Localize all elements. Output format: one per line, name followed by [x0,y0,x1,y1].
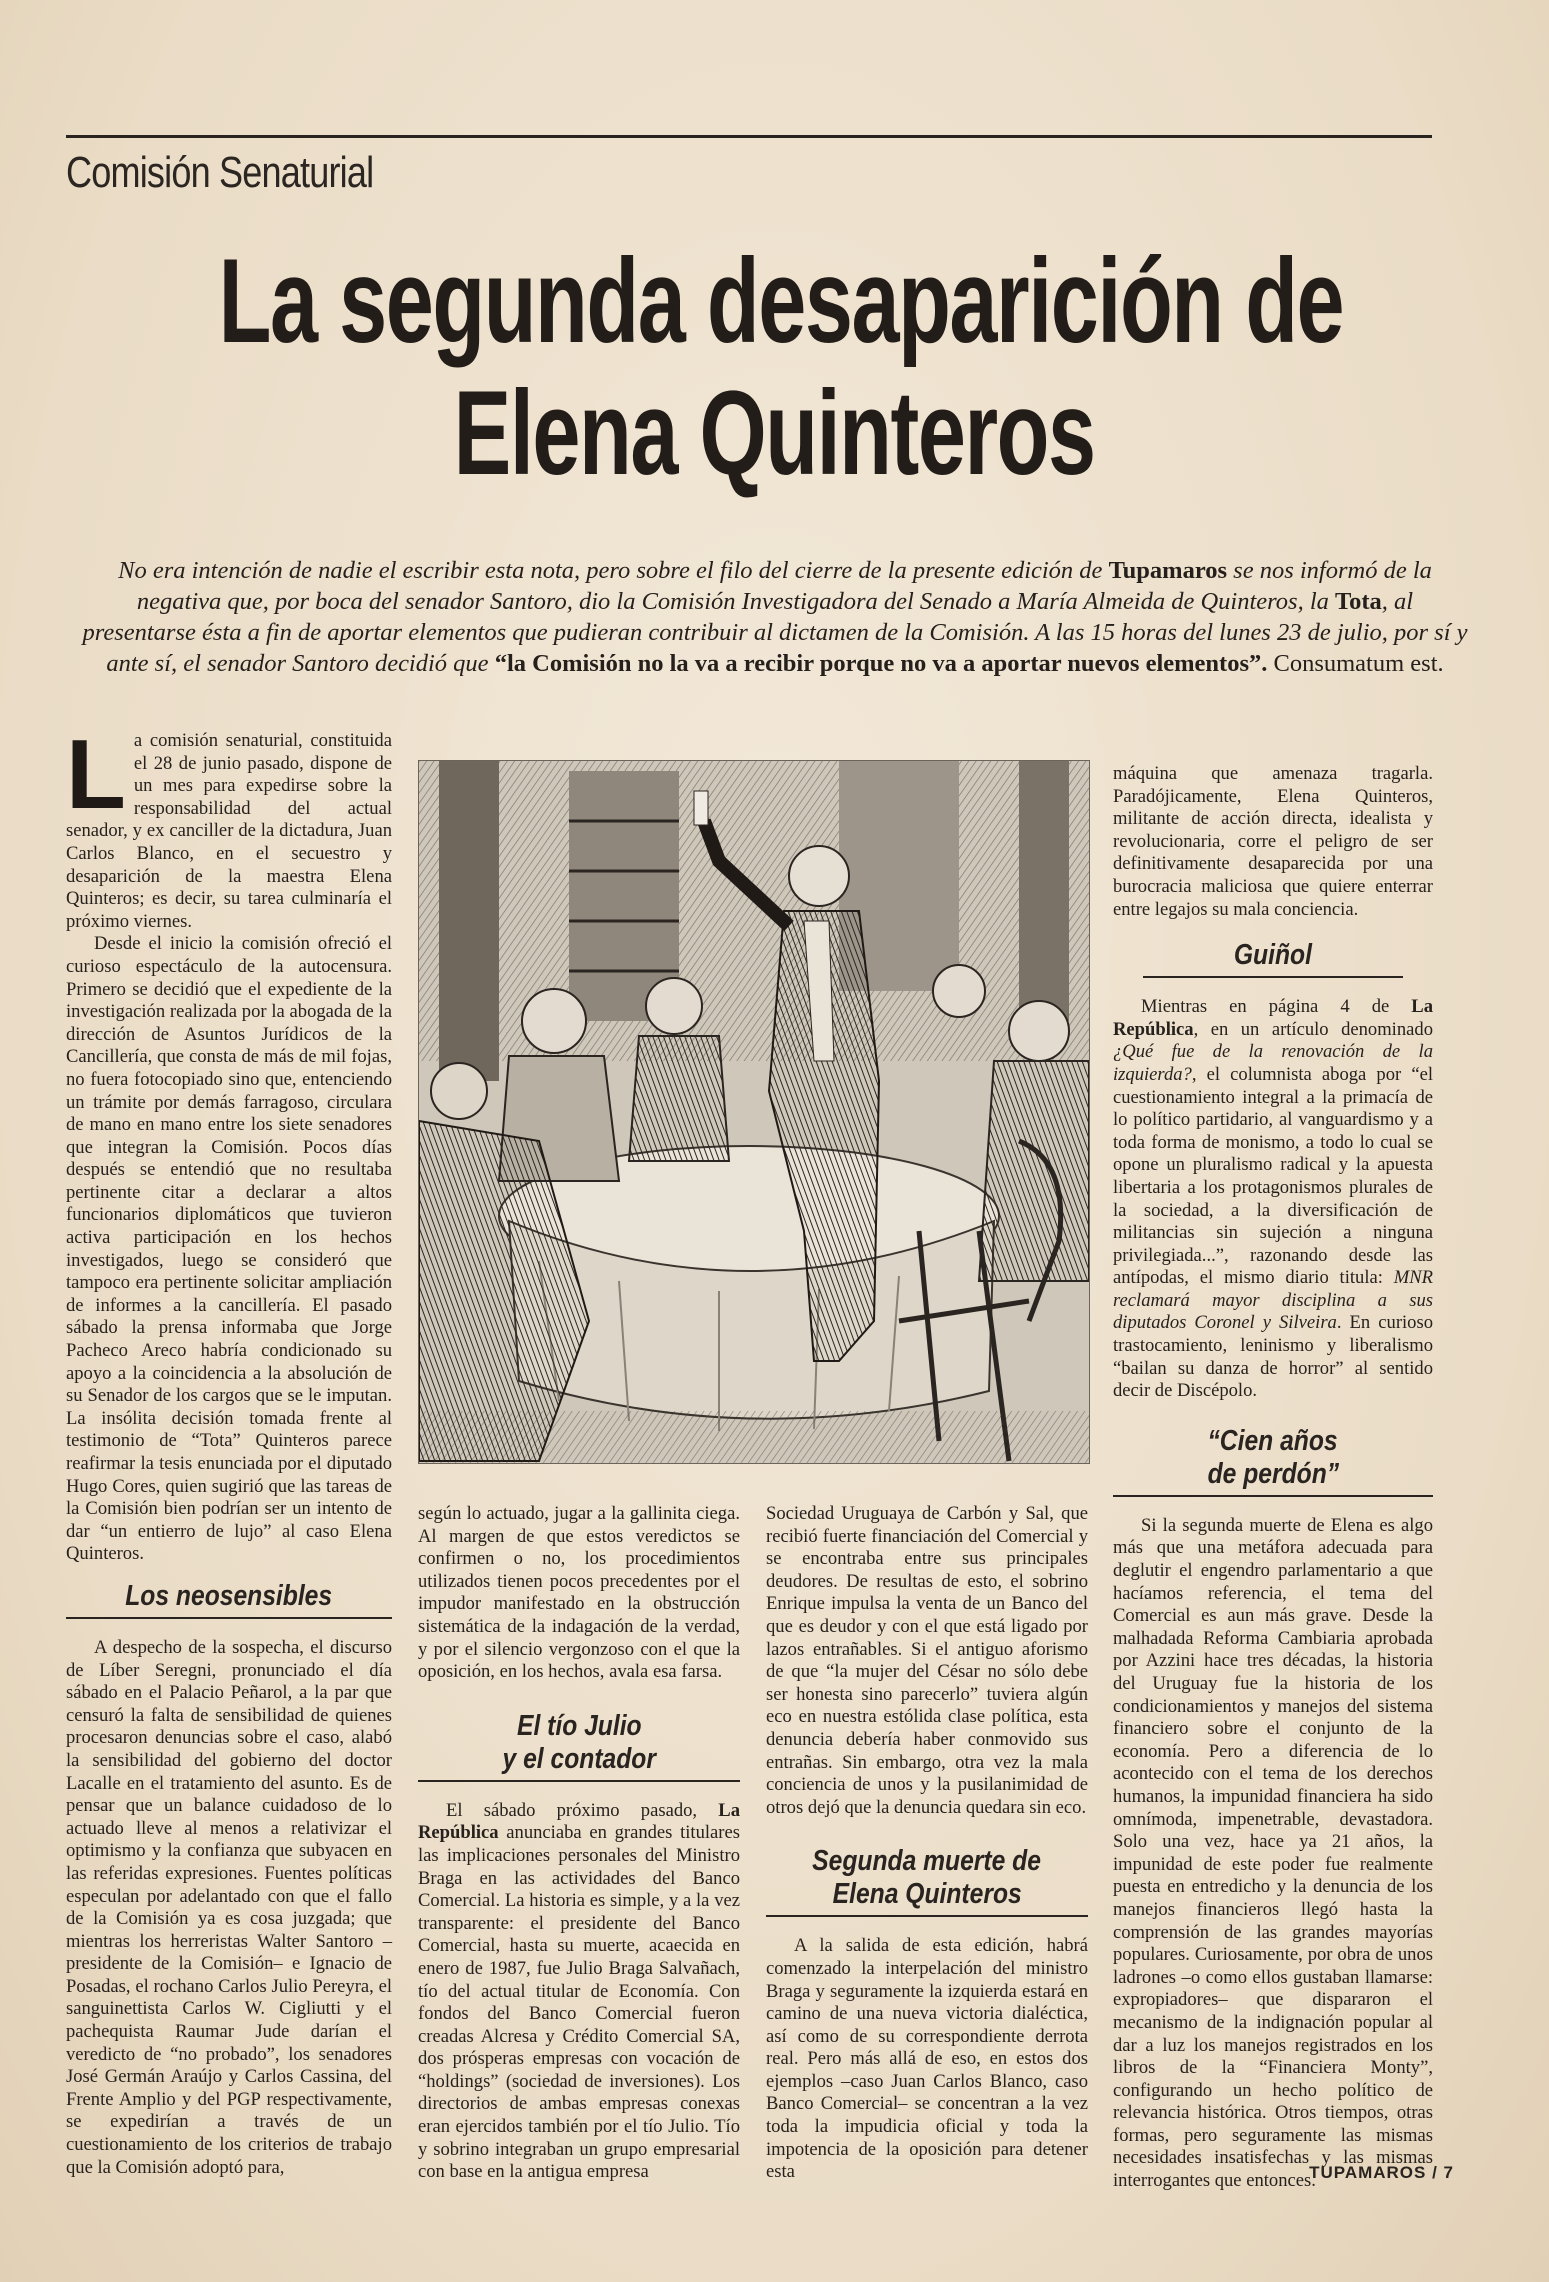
column-4 [1113,763,1433,2193]
column-1 [66,719,392,2179]
subhead-text: Los neosensibles [125,1579,333,1612]
subhead-segunda-muerte [766,1845,1088,1917]
lede-bold: Tupamaros [1108,557,1228,584]
col2-paragraph: según lo actuado, jugar a la gallinita ciega. Al margen de que estos veredictos se confirmen o no, los procedimientos utilizados tienen pocos precedentes por el impudor manifestado en la obstrucción sistemática de la indagación de la verdad, y por el silencio vergonzoso con el que la oposición, en los hechos, avala esa farsa. [418,1503,740,1683]
subhead-cien-anos [1113,1425,1433,1497]
banquet-engraving-illustration [418,760,1090,1464]
col4-text: , el columnista aboga por “el cuestionamiento integral a la primacía de lo político partidario, al vanguardismo y a toda forma de monismo, a todo lo cual se opone un pluralismo radical y la apuesta libertaria a los protagonismos plurales de la sociedad, a la diversificación de militancias sin sujeción a ninguna privilegiada...”, razonando desde las antípodas, el mismo diario titula: [1113,1063,1433,1289]
col2-text: El sábado próximo pasado, [446,1799,719,1821]
drop-cap: L [66,719,126,829]
subhead-text: “Cien años [1207,1424,1339,1457]
top-rule [66,135,1432,138]
subhead-text: Guiñol [1233,939,1313,972]
lede-bold-quote: “la Comisión no la va a recibir porque no va a aportar nuevos elementos”. [494,650,1268,677]
section-label: Comisión Senaturial [66,148,374,197]
lede-text: , al presentarse ésta a fin de aportar elementos que pudieran contribuir al dictamen de la Comisión. A las 15 horas del lunes 23 de julio, por sí y ante sí, el senador Santoro decidió que [82,588,1468,677]
headline-line-1: La segunda desaparición de [218,234,1344,368]
engraving-svg [419,761,1089,1463]
subhead-text: El tío Julio [516,1709,642,1742]
col2-paragraph [418,1800,740,2184]
lede-text: No era intención de nadie el escribir esta nota, pero sobre el filo del cierre de la presente edición de [118,557,1109,584]
column-3 [766,1503,1088,2184]
col1-paragraph: A despecho de la sospecha, el discurso de Líber Seregni, pronunciado el día sábado en el Palacio Peñarol, a la par que censuró la falta de sensibilidad de quienes procesaron denuncias sobre el caso, alabó la sensibilidad del gobierno del doctor Lacalle en el tratamiento del asunto. Es de pensar que un balance cuidadoso de lo actuado lleve al menos a relativizar el optimismo y la confianza que subyacen en las referidas expresiones. Fuentes políticas especulan por adelantado con que el fallo de la Comisión ya es cosa juzgada; que mientras los herreristas Walter Santoro –presidente de la Comisión– e Ignacio de Posadas, el rochano Carlos Julio Pereyra, el sanguinettista Carlos W. Cigliutti y el pachequista Raumar Jude darían el veredicto de “no probado”, los senadores José Germán Araújo y Carlos Cassina, del Frente Amplio y del PGP respectivamente, se expedirían a través de un cuestionamiento de los criterios de trabajo que la Comisión adoptó para, [66,1636,392,2178]
lede-text: se nos informó de la negativa que, por boca del senador Santoro, dio la Comisión Investigadora del Senado a María Almeida de Quinteros, la [136,557,1432,615]
col1-paragraph: Desde el inicio la comisión ofreció el curioso espectáculo de la autocensura. Primero se decidió que el expediente de la investigación realizada por la abogada de la dirección de Asuntos Jurídicos de la Cancillería, que consta de más de mil fojas, no fuera fotocopiado sino que, entenciendo un trámite por demás farragoso, circulara de mano en mano entre los siete senadores que integran la Comisión. Pocos días después se entendió que no resultaba pertinente citar a declarar a altos funcionarios diplomáticos que tuvieron activa participación en los hechos investigados, luego se consideró que tampoco era pertinente solicitar ampliación de informes a la cancillería. El pasado sábado la prensa informaba que Jorge Pacheco Areco habría condicionado su apoyo a la coincidencia a la absolución de su Senador de los cargos que se le imputan. La insólita decisión tomada frente al testimonio de “Tota” Quinteros parece reafirmar la tesis enunciada por el diputado Hugo Cores, quien sugirió que las tareas de la Comisión bien podrían ser un intento de dar “un entierro de lujo” al caso Elena Quinteros. [66,933,392,1565]
col3-paragraph: A la salida de esta edición, habrá comenzado la interpelación del ministro Braga y seguramente la izquierda estará en camino de una nueva victoria dialéctica, así como de su correspondiente derrota real. Pero más allá de eso, en estos dos ejemplos –caso Juan Carlos Blanco, caso Banco Comercial– se concentran a la vez toda la impudicia oficial y toda la impotencia de la oposición para detener esta [766,1935,1088,2183]
subhead-text: y el contador [502,1742,656,1775]
col4-italic: ¿Qué fue de la renovación de la izquierda? [1113,1041,1433,1085]
subhead-text: Elena Quinteros [832,1878,1022,1911]
col1-paragraph [66,719,392,933]
col4-italic: MNR reclamará mayor disciplina a sus diputados Coronel y Silveira [1113,1267,1433,1334]
col4-text: , en un artículo denominado [1193,1018,1433,1040]
subhead-guinol [1143,939,1403,978]
lede-bold: Tota [1335,588,1382,615]
subhead-el-tio-julio [418,1710,740,1782]
col1-text: a comisión senaturial, constituida el 28 de junio pasado, dispone de un mes para expedirse sobre la responsabilidad del actual senador, y ex canciller de la dictadura, Juan Carlos Blanco, en el secuestro y desaparición de la maestra Elena Quinteros; es decir, su tarea culminaría el próximo viernes. [66,730,392,932]
page-footer: TUPAMAROS / 7 [1309,2163,1454,2182]
col3-paragraph: Sociedad Uruguaya de Carbón y Sal, que recibió fuerte financiación del Comercial y se encontraba entre sus principales deudores. De resultas de esto, el sobrino Enrique impulsa la venta de un Banco del que es deudor y con el que está ligado por lazos entrañables. Si el antiguo aforismo de que “la mujer del César no sólo debe ser honesta sino parecerlo” tuviera algún eco en nuestra estólida clase política, esta denuncia debería haber conmovido sus entrañas. Sin embargo, otra vez la mala conciencia de unos y la pusilanimidad de otros dejó que la denuncia quedara sin eco. [766,1503,1088,1818]
col4-paragraph [1113,996,1433,1403]
col2-bold: La República [418,1799,740,1844]
lede-tail: Consumatum est. [1267,650,1444,677]
col2-text: anunciaba en grandes titulares las implicaciones personales del Ministro Braga en las actividades del Banco Comercial. La historia es simple, y a la vez transparente: el presidente del Banco Comercial, hasta su muerte, acaecida en enero de 1987, fue Julio Braga Salvañach, tío del actual titular de Economía. Con fondos del Banco Comercial fueron creadas Alcresa y Crédito Comercial SA, dos prósperas empresas con vocación de “holdings” (sociedad de inversiones). Los directorios de ambas empresas conexas eran ejercidos también por el tío Julio. Tío y sobrino integraban un grupo empresarial con base en la antigua empresa [418,1822,740,2183]
col4-text: . En curioso trastocamiento, leninismo y liberalismo “bailan su danza de horror” al sentido decir de Discépolo. [1113,1312,1434,1402]
col4-paragraph: Si la segunda muerte de Elena es algo más que una metáfora adecuada para deglutir el engendro parlamentario a que hacíamos referencia, el tema del Comercial es aun más grave. Desde la malhadada Reforma Cambiaria aprobada por Azzini hace tres décadas, la historia del Uruguay fue la historia de los condicionamientos y manejos del sistema financiero sobre el conjunto de la economía. Pero a diferencia de lo acontecido con el tema de los derechos humanos, la impunidad financiera ha sido omnímoda, impenetrable, devastadora. Solo una vez, hace ya 21 años, la impunidad de este poder fue realmente puesta en entredicho y la denuncia de los manejos financieros llegó hasta la comprensión de las grandes mayorías populares. Curiosamente, por obra de unos ladrones –o como ellos gustaban llamarse: expropiadores– que dispararon el mecanismo de la indignación popular al dar a luz los manejos registrados en los libros de la “Financiera Monty”, configurando un hecho político de relevancia histórica. Otros tiempos, otras formas, pero seguramente las mismas necesidades insatisfechas y las mismas interrogantes que entonces. [1113,1514,1433,2192]
subhead-los-neosensibles [66,1580,392,1619]
headline-line-2: Elena Quinteros [454,366,1095,500]
column-2 [418,1503,740,2184]
subhead-text: Segunda muerte de [812,1845,1042,1878]
col4-bold: La República [1113,996,1433,1040]
subhead-text: de perdón” [1207,1457,1339,1490]
lede-paragraph [80,555,1470,679]
col4-paragraph: máquina que amenaza tragarla. Paradójicamente, Elena Quinteros, militante de acción directa, idealista y revolucionaria, corre el peligro de ser definitivamente desaparecida por una burocracia maliciosa que quiere enterrar entre legajos su mala conciencia. [1113,763,1433,920]
headline [0,235,1549,499]
col4-text: Mientras en página 4 de [1141,996,1412,1018]
